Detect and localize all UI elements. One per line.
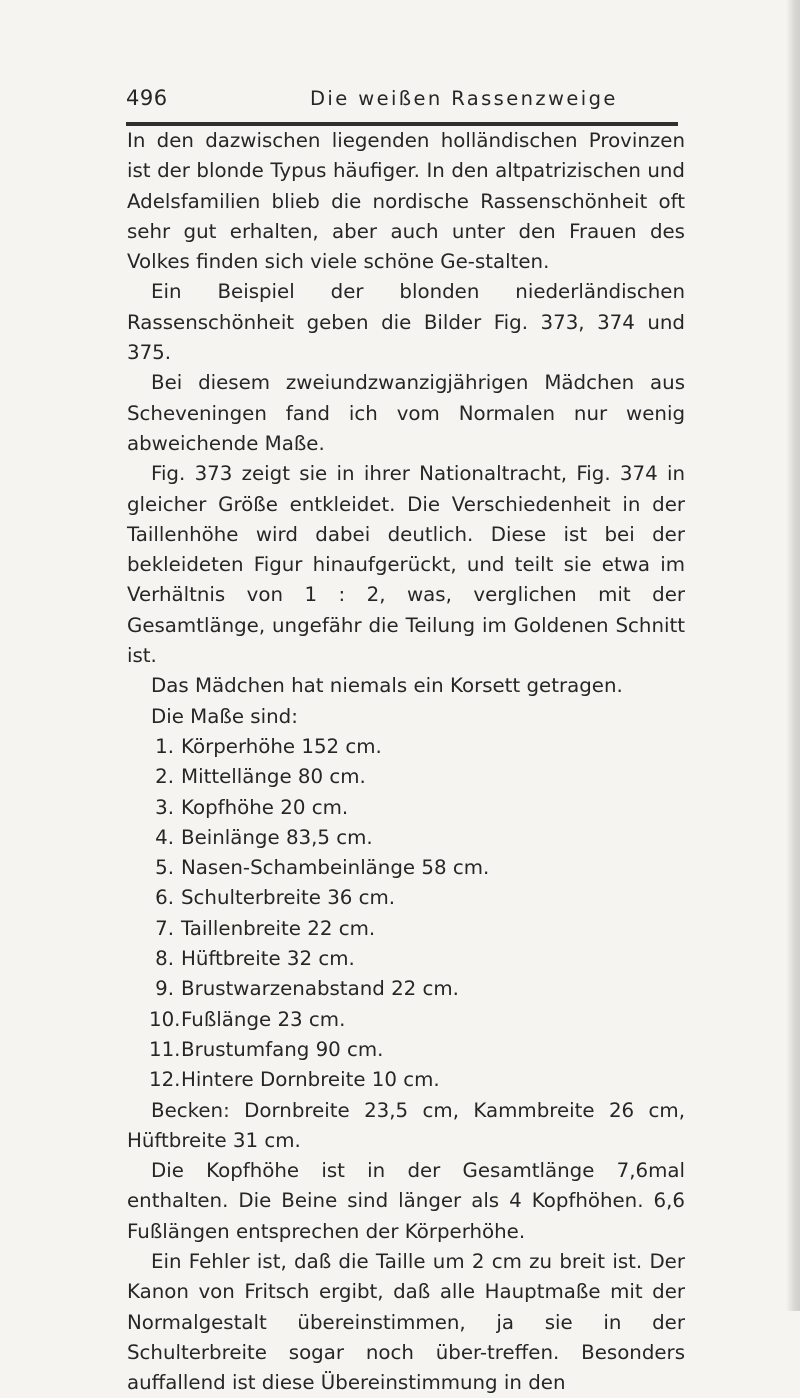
- list-item: [127, 762, 685, 792]
- paragraph: Die Kopfhöhe ist in der Gesamtlänge 7,6mal enthalten. Die Beine sind länger als 4 Kopfhöhen. 6,6 Fußlängen entsprechen der Körperhöhe.: [127, 1159, 685, 1243]
- item-number: 1.: [155, 734, 174, 758]
- paragraph: Bei diesem zweiundzwanzigjährigen Mädchen aus Scheveningen fand ich vom Normalen nur wenig abweichende Maße.: [127, 371, 685, 455]
- item-number: 8.: [155, 947, 174, 971]
- item-text: Brustwarzenabstand 22 cm.: [181, 977, 459, 1001]
- list-item: [127, 974, 685, 1004]
- list-item: [127, 944, 685, 974]
- item-number: 3.: [155, 795, 174, 819]
- item-text: Körperhöhe 152 cm.: [181, 734, 382, 758]
- paragraph: Das Mädchen hat niemals ein Korsett getragen.: [151, 674, 623, 698]
- item-number: 4.: [155, 825, 174, 849]
- paragraph: Becken: Dornbreite 23,5 cm, Kammbreite 26 cm, Hüftbreite 31 cm.: [127, 1098, 685, 1152]
- page-number: 496: [126, 86, 168, 110]
- paragraph: Ein Fehler ist, daß die Taille um 2 cm zu breit ist. Der Kanon von Fritsch ergibt, daß alle Hauptmaße mit der Normalgestalt übereinstimmen, ja sie in der Schulterbreite sogar noch über-treffen. Besonders auffallend ist diese Übereinstimmung in den: [127, 1249, 685, 1395]
- page-edge-shadow: [786, 0, 800, 1311]
- item-text: Brustumfang 90 cm.: [181, 1037, 384, 1061]
- page-header: [126, 86, 678, 116]
- item-number: 11.: [149, 1037, 181, 1061]
- item-text: Nasen-Schambeinlänge 58 cm.: [181, 856, 490, 880]
- item-text: Hüftbreite 32 cm.: [181, 947, 355, 971]
- item-number: 5.: [155, 856, 174, 880]
- list-item: [127, 914, 685, 944]
- item-number: 12.: [149, 1068, 181, 1092]
- item-text: Schulterbreite 36 cm.: [181, 886, 396, 910]
- paragraph: Ein Beispiel der blonden niederländischen Rassenschönheit geben die Bilder Fig. 373, 374 und 375.: [127, 280, 685, 365]
- item-text: Beinlänge 83,5 cm.: [181, 825, 373, 849]
- item-text: Kopfhöhe 20 cm.: [181, 795, 349, 819]
- item-number: 6.: [155, 886, 174, 910]
- item-number: 2.: [155, 765, 174, 789]
- item-text: Mittellänge 80 cm.: [181, 765, 366, 789]
- list-item: [127, 883, 685, 913]
- item-number: 9.: [155, 977, 174, 1001]
- item-text: Taillenbreite 22 cm.: [181, 916, 376, 940]
- list-item: [127, 853, 685, 883]
- list-item: [127, 732, 685, 762]
- measurement-list: [127, 732, 685, 1096]
- running-title: Die weißen Rassenzweige: [310, 87, 618, 110]
- paragraph: In den dazwischen liegenden holländischen Provinzen ist der blonde Typus häufiger. In den altpatrizischen und Adelsfamilien blieb die nordische Rassenschönheit oft sehr gut erhalten, aber auch unter den Frauen des Volkes finden sich viele schöne Ge-stalten.: [127, 129, 685, 274]
- list-item: [127, 1005, 685, 1035]
- list-item: [127, 793, 685, 823]
- list-item: [127, 823, 685, 853]
- item-number: 7.: [155, 916, 174, 940]
- item-text: Hintere Dornbreite 10 cm.: [181, 1068, 440, 1092]
- item-number: 10.: [149, 1007, 181, 1031]
- paragraph: Die Maße sind:: [151, 704, 298, 728]
- item-text: Fußlänge 23 cm.: [181, 1007, 346, 1031]
- paragraph: Fig. 373 zeigt sie in ihrer Nationaltracht, Fig. 374 in gleicher Größe entkleidet. Die Verschiedenheit in der Taillenhöhe wird dabei deutlich. Diese ist bei der bekleideten Figur hinaufgerückt, und teilt sie etwa im Verhältnis von 1 : 2, was, verglichen mit der Gesamtlänge, ungefähr die Teilung im Goldenen Schnitt ist.: [127, 462, 685, 668]
- list-item: [127, 1035, 685, 1065]
- body-text: [127, 126, 685, 1398]
- list-item: [127, 1065, 685, 1095]
